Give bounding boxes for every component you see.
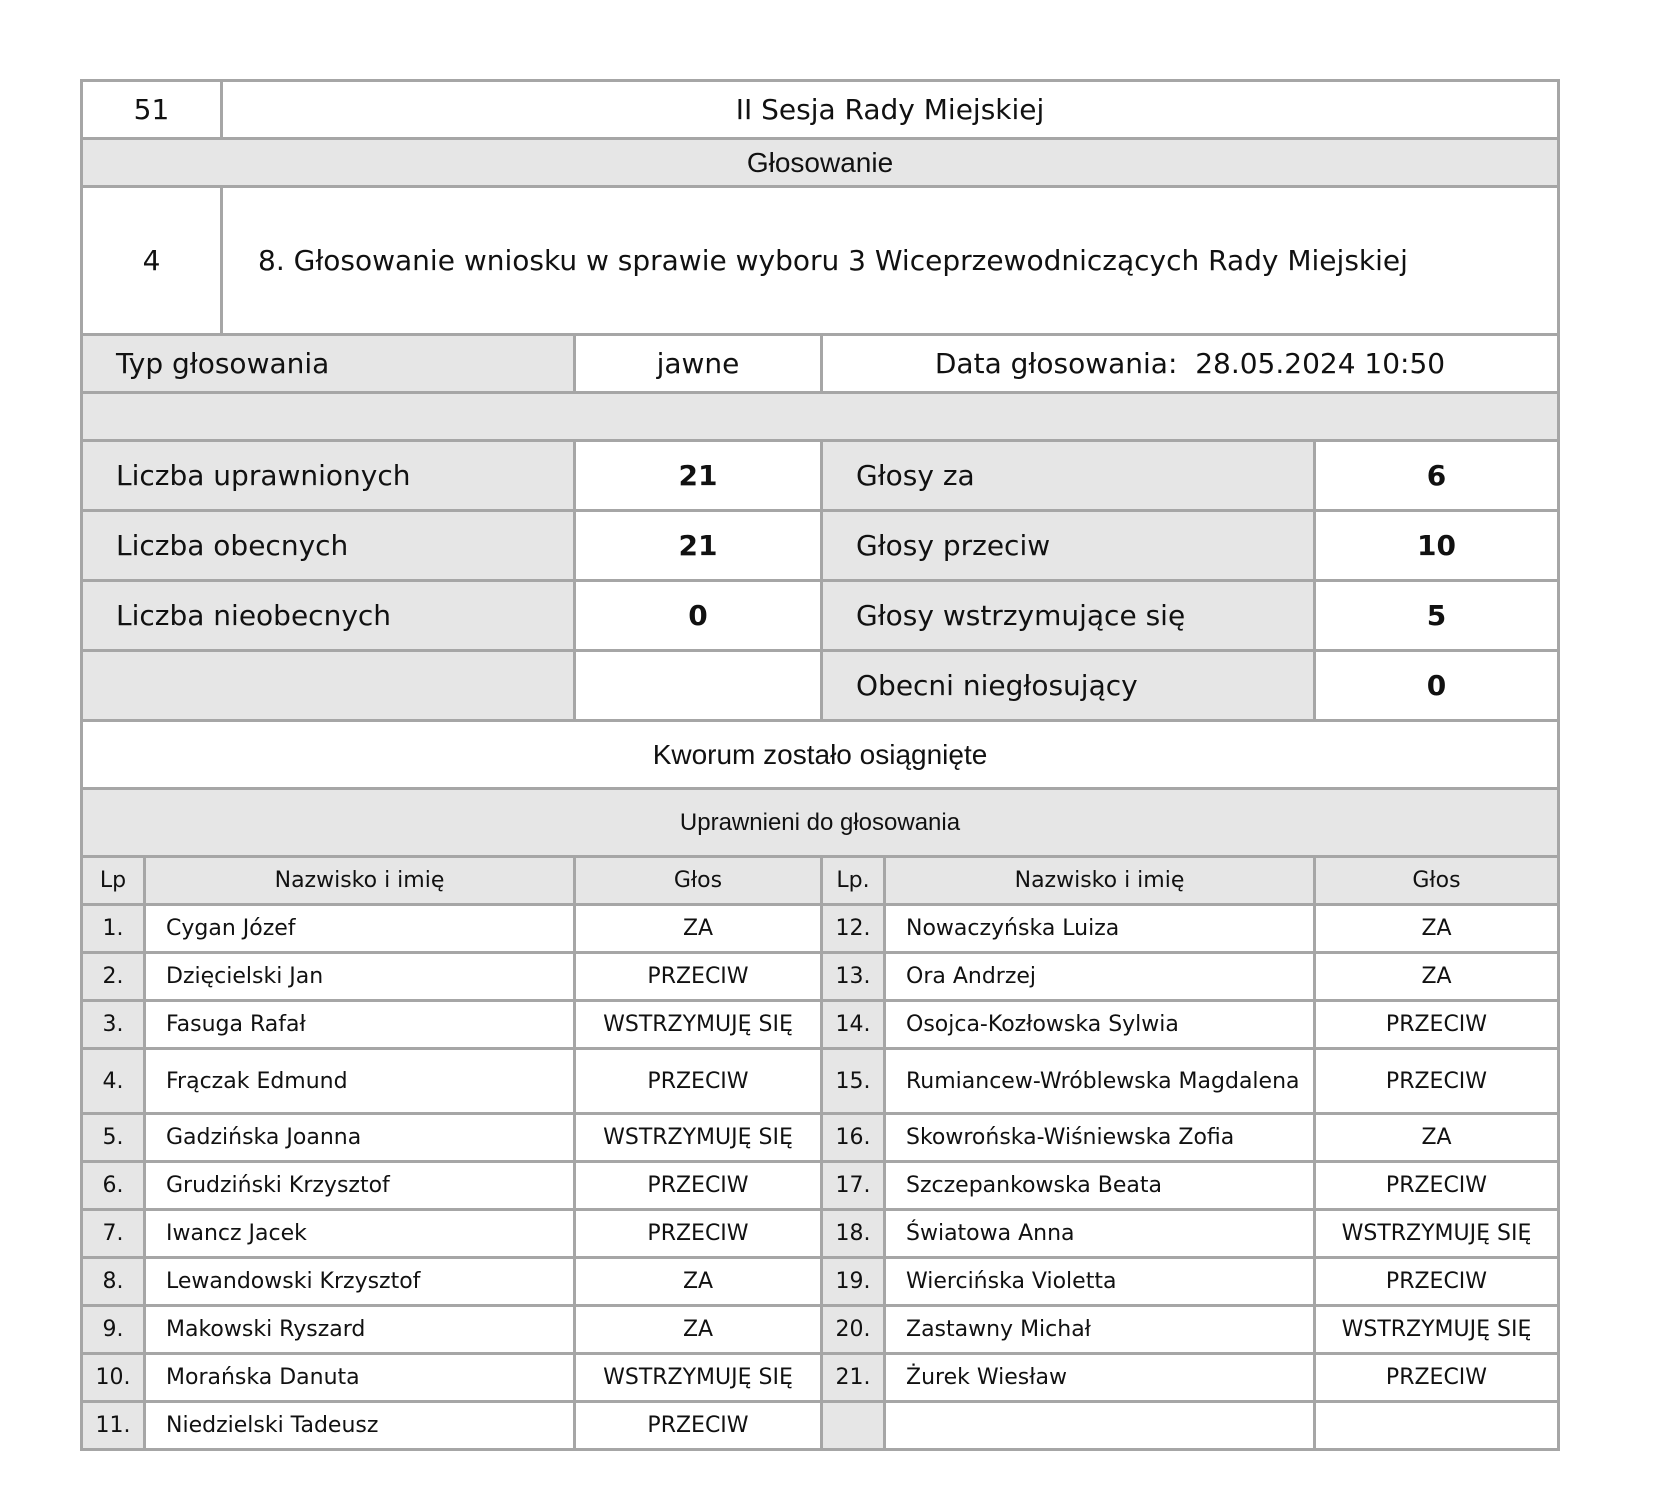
vote-date-value: 28.05.2024 10:50 [1195,347,1446,380]
table-row [82,1001,1559,1049]
absent-value: 0 [575,581,822,651]
empty-vote-cell [1315,1402,1559,1450]
voter-lp: 12. [822,905,885,953]
voter-lp: 8. [82,1258,145,1306]
col-lp-left: Lp [82,857,145,905]
vote-date [822,335,1559,393]
table-row [82,953,1559,1001]
empty-name-cell [885,1402,1315,1450]
present-value: 21 [575,511,822,581]
table-row [82,1162,1559,1210]
voter-vote: WSTRZYMUJĘ SIĘ [1315,1210,1559,1258]
against-label: Głosy przeciw [822,511,1315,581]
voter-vote: ZA [1315,1114,1559,1162]
table-row [82,1114,1559,1162]
col-vote-left: Głos [575,857,822,905]
voter-name: Niedzielski Tadeusz [145,1402,575,1450]
voter-lp: 10. [82,1354,145,1402]
absent-label: Liczba nieobecnych [82,581,575,651]
voter-name: Makowski Ryszard [145,1306,575,1354]
present-label: Liczba obecnych [82,511,575,581]
voter-lp: 9. [82,1306,145,1354]
voter-name: Cygan Józef [145,905,575,953]
voter-name: Grudziński Krzysztof [145,1162,575,1210]
voter-name: Ora Andrzej [885,953,1315,1001]
voter-lp: 4. [82,1049,145,1114]
voter-lp: 15. [822,1049,885,1114]
voter-name: Szczepankowska Beata [885,1162,1315,1210]
quorum-table [80,719,1560,858]
quorum-status: Kworum zostało osiągnięte [82,721,1559,789]
voter-vote: ZA [575,905,822,953]
voter-vote: PRZECIW [1315,1162,1559,1210]
voter-vote: PRZECIW [1315,1001,1559,1049]
voter-vote: WSTRZYMUJĘ SIĘ [575,1114,822,1162]
vote-date-label: Data głosowania: [934,347,1178,380]
table-row [82,905,1559,953]
voter-lp: 18. [822,1210,885,1258]
nonvoting-label: Obecni niegłosujący [822,651,1315,721]
for-label: Głosy za [822,441,1315,511]
col-vote-right: Głos [1315,857,1559,905]
voter-vote: ZA [1315,953,1559,1001]
voting-report [80,79,1560,1451]
table-row [82,1402,1559,1450]
voter-lp: 2. [82,953,145,1001]
voter-name: Fasuga Rafał [145,1001,575,1049]
voter-vote: PRZECIW [1315,1258,1559,1306]
voter-vote: WSTRZYMUJĘ SIĘ [575,1001,822,1049]
voter-lp: 14. [822,1001,885,1049]
voter-vote: PRZECIW [1315,1049,1559,1114]
abstain-value: 5 [1315,581,1559,651]
vote-type-label: Typ głosowania [82,335,575,393]
vote-info [80,333,1560,442]
vote-type-value: jawne [575,335,822,393]
voter-name: Iwancz Jacek [145,1210,575,1258]
voter-name: Gadzińska Joanna [145,1114,575,1162]
section-header [80,137,1560,188]
session-header [80,79,1560,140]
table-row [82,1210,1559,1258]
empty-label-cell [82,651,575,721]
col-lp-right: Lp. [822,857,885,905]
empty-lp-cell [822,1402,885,1450]
voter-name: Lewandowski Krzysztof [145,1258,575,1306]
eligible-label: Liczba uprawnionych [82,441,575,511]
voter-name: Rumiancew-Wróblewska Magdalena [885,1049,1315,1114]
voter-name: Frączak Edmund [145,1049,575,1114]
voter-name: Skowrońska-Wiśniewska Zofia [885,1114,1315,1162]
voter-lp: 17. [822,1162,885,1210]
eligible-value: 21 [575,441,822,511]
voter-lp: 7. [82,1210,145,1258]
session-number: 51 [82,81,222,139]
voter-name: Morańska Danuta [145,1354,575,1402]
voter-vote: ZA [575,1306,822,1354]
voter-vote: PRZECIW [575,953,822,1001]
vote-title: 8. Głosowanie wniosku w sprawie wyboru 3 Wiceprzewodniczących Rady Miejskiej [222,187,1559,335]
voter-vote: PRZECIW [575,1210,822,1258]
voter-lp: 1. [82,905,145,953]
voter-name: Dzięcielski Jan [145,953,575,1001]
voter-vote: ZA [575,1258,822,1306]
voters-section-title: Uprawnieni do głosowania [82,789,1559,857]
spacer-row [82,393,1559,441]
col-name-right: Nazwisko i imię [885,857,1315,905]
session-title: II Sesja Rady Miejskiej [222,81,1559,139]
voter-lp: 11. [82,1402,145,1450]
voter-vote: PRZECIW [1315,1354,1559,1402]
voter-lp: 6. [82,1162,145,1210]
voter-vote: PRZECIW [575,1162,822,1210]
col-name-left: Nazwisko i imię [145,857,575,905]
vote-stats [80,439,1560,722]
voter-lp: 21. [822,1354,885,1402]
for-value: 6 [1315,441,1559,511]
voter-vote: PRZECIW [575,1049,822,1114]
vote-number: 4 [82,187,222,335]
voter-lp: 5. [82,1114,145,1162]
voter-name: Zastawny Michał [885,1306,1315,1354]
voter-name: Światowa Anna [885,1210,1315,1258]
voter-vote: ZA [1315,905,1559,953]
voter-lp: 19. [822,1258,885,1306]
table-row [82,1306,1559,1354]
voter-name: Nowaczyńska Luiza [885,905,1315,953]
voter-lp: 3. [82,1001,145,1049]
voter-lp: 16. [822,1114,885,1162]
voter-vote: WSTRZYMUJĘ SIĘ [575,1354,822,1402]
against-value: 10 [1315,511,1559,581]
abstain-label: Głosy wstrzymujące się [822,581,1315,651]
section-title: Głosowanie [82,139,1559,187]
vote-header [80,185,1560,336]
voters-table [80,855,1560,1451]
table-row [82,1354,1559,1402]
voter-lp: 13. [822,953,885,1001]
voter-name: Żurek Wiesław [885,1354,1315,1402]
voter-vote: PRZECIW [575,1402,822,1450]
table-row [82,1049,1559,1114]
table-row [82,1258,1559,1306]
voter-lp: 20. [822,1306,885,1354]
voters-header-row [82,857,1559,905]
empty-value-cell [575,651,822,721]
nonvoting-value: 0 [1315,651,1559,721]
voter-vote: WSTRZYMUJĘ SIĘ [1315,1306,1559,1354]
voter-name: Wiercińska Violetta [885,1258,1315,1306]
voter-name: Osojca-Kozłowska Sylwia [885,1001,1315,1049]
